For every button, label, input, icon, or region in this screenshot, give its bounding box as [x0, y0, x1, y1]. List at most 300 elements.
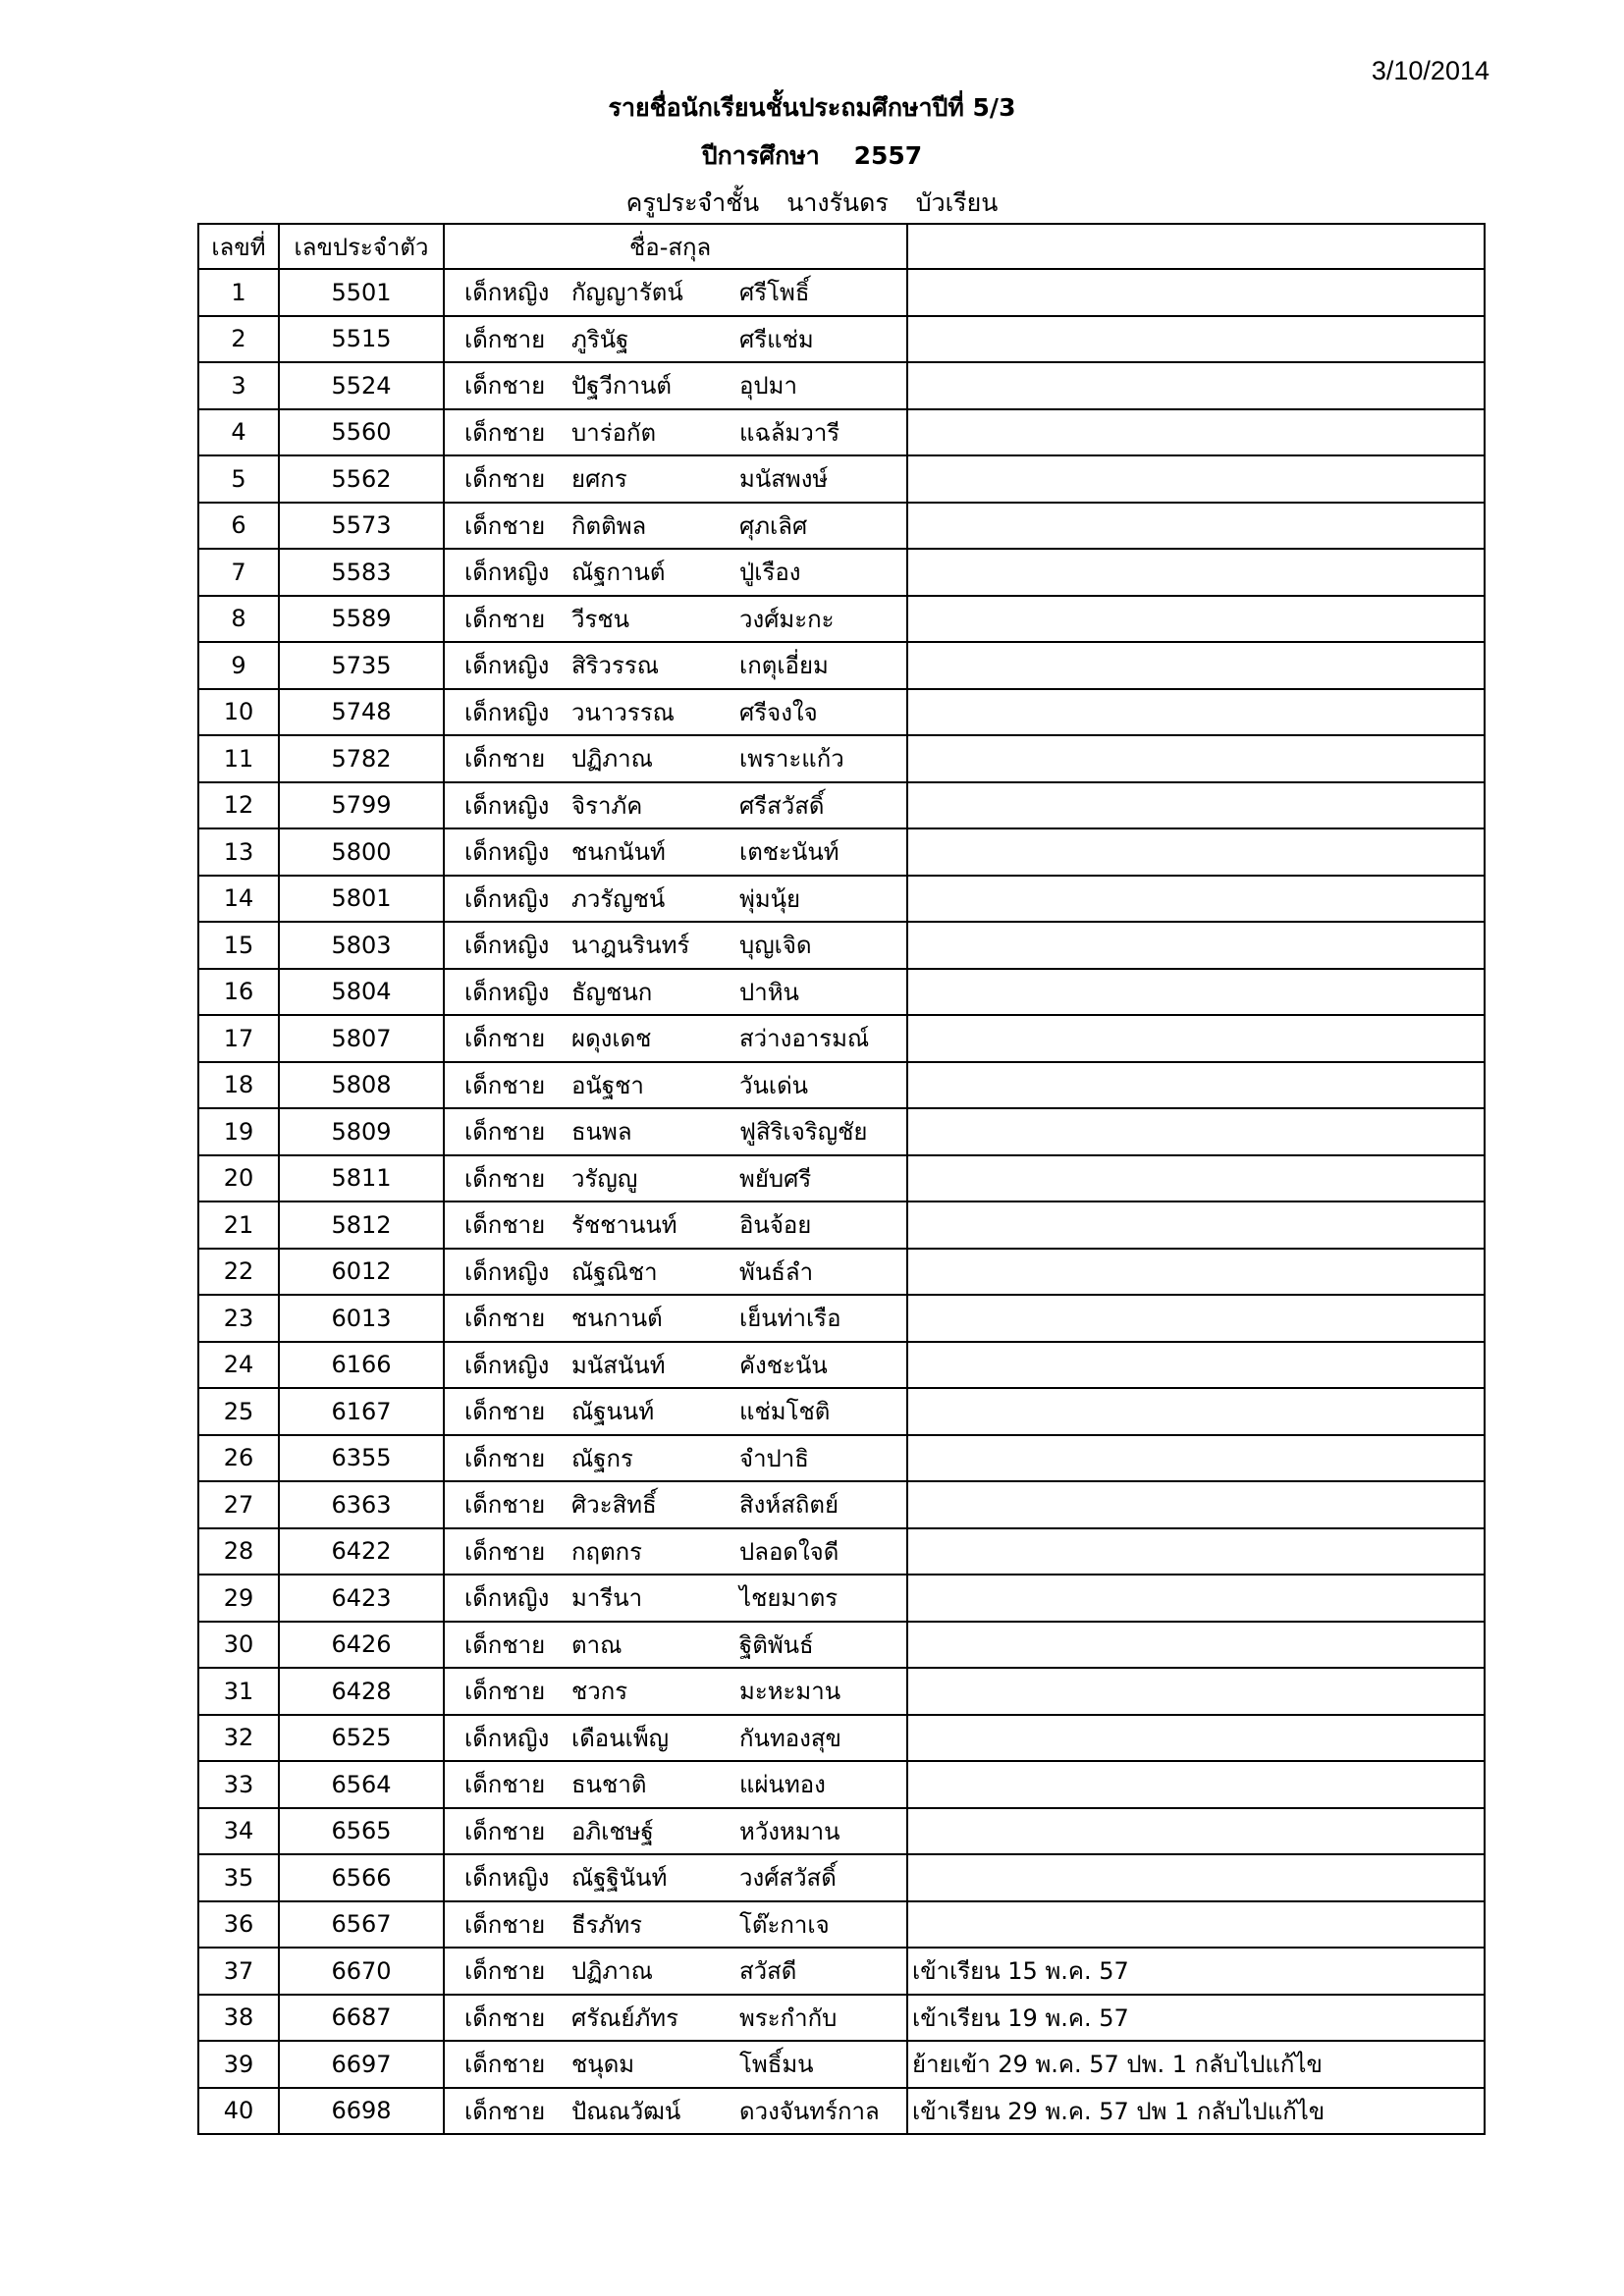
student-id: 6564	[279, 1761, 444, 1808]
student-first-name: ธีรภัทร	[571, 1910, 643, 1939]
student-name-prefix: เด็กหญิง	[464, 698, 550, 726]
student-note	[907, 1575, 1485, 1622]
row-number: 4	[198, 409, 279, 456]
student-first-name: ปฏิภาณ	[571, 1957, 653, 1986]
row-number: 7	[198, 549, 279, 596]
student-name-parts	[445, 1253, 906, 1291]
student-note	[907, 1108, 1485, 1155]
column-header-no: เลขที่	[198, 224, 279, 269]
student-id: 6670	[279, 1948, 444, 1995]
student-first-name: ชวกร	[571, 1678, 628, 1706]
teacher-name: นางรันดร	[786, 188, 889, 217]
student-name-parts	[445, 1159, 906, 1198]
student-name	[444, 1715, 907, 1762]
student-name-parts	[445, 1672, 906, 1710]
student-name-prefix: เด็กหญิง	[464, 559, 550, 587]
table-row	[198, 549, 1485, 596]
student-name-parts	[445, 1299, 906, 1337]
student-first-name: ณัฐฐินันท์	[571, 1864, 668, 1893]
student-name-prefix: เด็กชาย	[464, 1118, 546, 1147]
academic-year-label: ปีการศึกษา	[701, 141, 820, 170]
table-row	[198, 642, 1485, 689]
student-name-prefix: เด็กชาย	[464, 1817, 546, 1845]
student-id: 5812	[279, 1201, 444, 1249]
student-name	[444, 269, 907, 316]
student-note: เข้าเรียน 19 พ.ค. 57	[907, 1995, 1485, 2042]
student-name	[444, 876, 907, 923]
row-number: 21	[198, 1201, 279, 1249]
row-number: 28	[198, 1528, 279, 1575]
table-row	[198, 1249, 1485, 1296]
student-name	[444, 1948, 907, 1995]
student-first-name: ปัณณวัฒน์	[571, 2097, 681, 2125]
student-id: 6565	[279, 1808, 444, 1855]
student-name	[444, 1761, 907, 1808]
student-note	[907, 1249, 1485, 1296]
student-name-prefix: เด็กชาย	[464, 1491, 546, 1520]
student-note: เข้าเรียน 29 พ.ค. 57 ปพ 1 กลับไปแก้ไข	[907, 2088, 1485, 2135]
student-id: 5501	[279, 269, 444, 316]
student-note	[907, 1062, 1485, 1109]
student-note	[907, 596, 1485, 643]
homeroom-teacher	[0, 184, 1624, 223]
student-id: 6423	[279, 1575, 444, 1622]
student-name-prefix: เด็กชาย	[464, 1537, 546, 1566]
student-name	[444, 1388, 907, 1435]
student-first-name: ศิวะสิทธิ์	[571, 1491, 657, 1520]
student-name	[444, 1481, 907, 1528]
student-note	[907, 1854, 1485, 1901]
student-last-name: คังชะนัน	[739, 1351, 828, 1379]
table-row	[198, 969, 1485, 1016]
student-name	[444, 1575, 907, 1622]
student-note	[907, 1715, 1485, 1762]
student-last-name: แฉล้มวารี	[739, 418, 840, 447]
table-row	[198, 269, 1485, 316]
student-first-name: ชนุดม	[571, 2051, 635, 2079]
row-number: 20	[198, 1155, 279, 1202]
student-name-prefix: เด็กหญิง	[464, 279, 550, 307]
student-name-prefix: เด็กชาย	[464, 2097, 546, 2125]
student-id: 5804	[279, 969, 444, 1016]
student-id: 5748	[279, 689, 444, 736]
student-id: 5573	[279, 503, 444, 550]
student-name-prefix: เด็กชาย	[464, 372, 546, 400]
student-name-prefix: เด็กหญิง	[464, 838, 550, 867]
student-name-prefix: เด็กชาย	[464, 1211, 546, 1240]
student-name-parts	[445, 273, 906, 311]
student-last-name: แช่มโชติ	[739, 1398, 831, 1426]
table-row	[198, 455, 1485, 503]
student-last-name: ไชยมาตร	[739, 1584, 839, 1613]
student-last-name: มนัสพงษ์	[739, 465, 829, 494]
student-first-name: ธัญชนก	[571, 978, 653, 1006]
student-name	[444, 735, 907, 782]
row-number: 30	[198, 1622, 279, 1669]
page-title: รายชื่อนักเรียนชั้นประถมศึกษาปีที่ 5/3	[608, 93, 1016, 122]
student-first-name: ปัฐวีกานต์	[571, 372, 672, 400]
student-name	[444, 2041, 907, 2088]
student-id: 5808	[279, 1062, 444, 1109]
student-name-prefix: เด็กหญิง	[464, 1864, 550, 1893]
student-last-name: สวัสดี	[739, 1957, 797, 1986]
student-last-name: พระกำกับ	[739, 2003, 838, 2032]
student-note	[907, 1295, 1485, 1342]
student-id: 6167	[279, 1388, 444, 1435]
student-id: 6012	[279, 1249, 444, 1296]
student-first-name: ภวรัญชน์	[571, 884, 666, 913]
student-name-prefix: เด็กชาย	[464, 1071, 546, 1099]
student-last-name: มะหะมาน	[739, 1678, 841, 1706]
row-number: 40	[198, 2088, 279, 2135]
student-name	[444, 1201, 907, 1249]
student-id: 5800	[279, 828, 444, 876]
student-last-name: อุปมา	[739, 372, 797, 400]
student-last-name: หวังหมาน	[739, 1817, 840, 1845]
student-last-name: ฐิติพันธ์	[739, 1630, 814, 1659]
student-id: 6166	[279, 1342, 444, 1389]
student-first-name: เดือนเพ็ญ	[571, 1724, 670, 1752]
student-first-name: ณัฐกานต์	[571, 559, 666, 587]
student-last-name: ปลอดใจดี	[739, 1537, 839, 1566]
student-name-parts	[445, 739, 906, 777]
student-name-prefix: เด็กหญิง	[464, 884, 550, 913]
student-name-parts	[445, 1578, 906, 1617]
student-first-name: รัชชานนท์	[571, 1211, 677, 1240]
student-note	[907, 316, 1485, 363]
student-first-name: ณัฐกร	[571, 1444, 633, 1472]
table-row	[198, 316, 1485, 363]
student-first-name: สิริวรรณ	[571, 652, 660, 680]
row-number: 6	[198, 503, 279, 550]
student-note	[907, 642, 1485, 689]
student-name	[444, 1668, 907, 1715]
row-number: 9	[198, 642, 279, 689]
student-name-parts	[445, 2092, 906, 2130]
student-id: 6426	[279, 1622, 444, 1669]
row-number: 32	[198, 1715, 279, 1762]
table-row	[198, 1715, 1485, 1762]
student-name	[444, 1435, 907, 1482]
student-name	[444, 1155, 907, 1202]
student-first-name: อนัฐชา	[571, 1071, 644, 1099]
student-name-parts	[445, 553, 906, 591]
student-id: 5807	[279, 1015, 444, 1062]
student-id: 6687	[279, 1995, 444, 2042]
student-first-name: วีรชน	[571, 605, 630, 633]
student-name-parts	[445, 1066, 906, 1104]
student-name-prefix: เด็กชาย	[464, 465, 546, 494]
student-name-prefix: เด็กหญิง	[464, 978, 550, 1006]
student-name-parts	[445, 2045, 906, 2083]
student-name-parts	[445, 786, 906, 825]
student-last-name: ศรีสวัสดิ์	[739, 791, 825, 820]
student-last-name: ศรีแช่ม	[739, 325, 814, 353]
student-first-name: กิตติพล	[571, 511, 647, 540]
student-id: 5801	[279, 876, 444, 923]
student-last-name: บุญเจิด	[739, 932, 812, 960]
row-number: 15	[198, 922, 279, 969]
table-row	[198, 828, 1485, 876]
table-row	[198, 1481, 1485, 1528]
student-first-name: วรัญญู	[571, 1164, 638, 1193]
student-id: 5799	[279, 782, 444, 829]
student-name	[444, 1342, 907, 1389]
table-row	[198, 2088, 1485, 2135]
row-number: 35	[198, 1854, 279, 1901]
column-header-student-id: เลขประจำตัว	[279, 224, 444, 269]
student-first-name: บาร่อกัต	[571, 418, 657, 447]
table-row	[198, 1995, 1485, 2042]
table-row	[198, 1062, 1485, 1109]
table-row	[198, 876, 1485, 923]
student-first-name: ชนกานต์	[571, 1305, 663, 1333]
row-number: 12	[198, 782, 279, 829]
student-name-parts	[445, 926, 906, 964]
student-name	[444, 596, 907, 643]
student-name-parts	[445, 507, 906, 545]
student-note	[907, 735, 1485, 782]
table-row	[198, 1435, 1485, 1482]
student-id: 6013	[279, 1295, 444, 1342]
teacher-surname: บัวเรียน	[915, 188, 999, 217]
student-first-name: อภิเชษฐ์	[571, 1817, 654, 1845]
row-number: 5	[198, 455, 279, 503]
student-name-prefix: เด็กชาย	[464, 1771, 546, 1799]
table-row	[198, 1388, 1485, 1435]
student-name	[444, 1901, 907, 1949]
student-name	[444, 455, 907, 503]
column-header-note	[907, 224, 1485, 269]
student-name-parts	[445, 832, 906, 871]
student-note	[907, 1015, 1485, 1062]
student-name-parts	[445, 1532, 906, 1571]
row-number: 18	[198, 1062, 279, 1109]
student-note	[907, 549, 1485, 596]
student-note	[907, 689, 1485, 736]
student-name	[444, 689, 907, 736]
row-number: 37	[198, 1948, 279, 1995]
student-name-parts	[445, 1346, 906, 1384]
teacher-label: ครูประจำชั้น	[625, 188, 760, 217]
row-number: 22	[198, 1249, 279, 1296]
student-first-name: ยศกร	[571, 465, 627, 494]
student-last-name: พันธ์ลำ	[739, 1257, 814, 1286]
student-first-name: ปฏิภาณ	[571, 745, 653, 774]
student-last-name: แผ่นทอง	[739, 1771, 826, 1799]
row-number: 34	[198, 1808, 279, 1855]
student-last-name: วงศ์สวัสดิ์	[739, 1864, 837, 1893]
row-number: 1	[198, 269, 279, 316]
student-name-prefix: เด็กชาย	[464, 1444, 546, 1472]
student-last-name: ศุภเลิศ	[739, 511, 808, 540]
row-number: 16	[198, 969, 279, 1016]
student-name	[444, 1622, 907, 1669]
student-last-name: เตชะนันท์	[739, 838, 839, 867]
student-last-name: โพธิ์มน	[739, 2051, 814, 2079]
student-last-name: สิงห์สถิตย์	[739, 1491, 839, 1520]
student-name-parts	[445, 600, 906, 638]
student-last-name: โต๊ะกาเจ	[739, 1910, 830, 1939]
table-row	[198, 1155, 1485, 1202]
student-id: 5583	[279, 549, 444, 596]
table-row	[198, 503, 1485, 550]
student-name	[444, 362, 907, 409]
student-name-prefix: เด็กชาย	[464, 605, 546, 633]
student-name-parts	[445, 1951, 906, 1990]
student-first-name: กัญญารัตน์	[571, 279, 683, 307]
student-id: 6525	[279, 1715, 444, 1762]
student-name	[444, 1295, 907, 1342]
table-row	[198, 1668, 1485, 1715]
student-note	[907, 1201, 1485, 1249]
student-name-parts	[445, 1439, 906, 1477]
student-name	[444, 1062, 907, 1109]
student-last-name: เพราะแก้ว	[739, 745, 844, 774]
student-name-parts	[445, 693, 906, 731]
student-last-name: ศรีจงใจ	[739, 698, 818, 726]
student-name-prefix: เด็กชาย	[464, 325, 546, 353]
student-name-prefix: เด็กชาย	[464, 418, 546, 447]
student-first-name: กฤตกร	[571, 1537, 643, 1566]
student-name	[444, 922, 907, 969]
student-id: 6566	[279, 1854, 444, 1901]
student-note	[907, 1622, 1485, 1669]
row-number: 29	[198, 1575, 279, 1622]
row-number: 24	[198, 1342, 279, 1389]
roster-body	[198, 269, 1485, 2134]
student-name-prefix: เด็กชาย	[464, 1957, 546, 1986]
student-name-parts	[445, 1205, 906, 1244]
student-note	[907, 1342, 1485, 1389]
table-row	[198, 1528, 1485, 1575]
row-number: 3	[198, 362, 279, 409]
student-note	[907, 1761, 1485, 1808]
student-last-name: ดวงจันทร์กาล	[739, 2097, 880, 2125]
student-first-name: ณัฐณิชา	[571, 1257, 658, 1286]
student-last-name: อินจ้อย	[739, 1211, 812, 1240]
student-note	[907, 1435, 1485, 1482]
student-note: เข้าเรียน 15 พ.ค. 57	[907, 1948, 1485, 1995]
print-date: 3/10/2014	[1371, 56, 1489, 85]
student-note	[907, 409, 1485, 456]
row-number: 10	[198, 689, 279, 736]
student-name-prefix: เด็กหญิง	[464, 791, 550, 820]
student-id: 5782	[279, 735, 444, 782]
student-last-name: พยับศรี	[739, 1164, 812, 1193]
student-last-name: วงศ์มะกะ	[739, 605, 835, 633]
table-row	[198, 362, 1485, 409]
student-first-name: มารีนา	[571, 1584, 643, 1613]
student-id: 5735	[279, 642, 444, 689]
student-name-prefix: เด็กหญิง	[464, 1584, 550, 1613]
student-name-prefix: เด็กชาย	[464, 1025, 546, 1053]
table-row	[198, 1622, 1485, 1669]
student-id: 5524	[279, 362, 444, 409]
student-id: 6363	[279, 1481, 444, 1528]
student-id: 5811	[279, 1155, 444, 1202]
row-number: 31	[198, 1668, 279, 1715]
student-id: 5809	[279, 1108, 444, 1155]
student-first-name: ตาณ	[571, 1630, 623, 1659]
student-note	[907, 969, 1485, 1016]
student-name-prefix: เด็กชาย	[464, 1678, 546, 1706]
student-note	[907, 1388, 1485, 1435]
row-number: 27	[198, 1481, 279, 1528]
row-number: 17	[198, 1015, 279, 1062]
student-last-name: พุ่มนุ้ย	[739, 884, 801, 913]
student-note	[907, 828, 1485, 876]
student-note	[907, 782, 1485, 829]
student-name	[444, 642, 907, 689]
student-note	[907, 455, 1485, 503]
student-name	[444, 1108, 907, 1155]
student-name-parts	[445, 880, 906, 918]
student-last-name: ปาหิน	[739, 978, 799, 1006]
student-name-parts	[445, 459, 906, 498]
student-name-prefix: เด็กชาย	[464, 1910, 546, 1939]
student-name-prefix: เด็กหญิง	[464, 652, 550, 680]
student-last-name: เย็นท่าเรือ	[739, 1305, 841, 1333]
student-name-parts	[445, 1626, 906, 1664]
student-last-name: สว่างอารมณ์	[739, 1025, 870, 1053]
student-id: 6428	[279, 1668, 444, 1715]
table-row	[198, 1015, 1485, 1062]
row-number: 36	[198, 1901, 279, 1949]
student-note	[907, 876, 1485, 923]
student-first-name: ธนพล	[571, 1118, 632, 1147]
table-row	[198, 782, 1485, 829]
student-name-prefix: เด็กชาย	[464, 1305, 546, 1333]
student-roster-table	[197, 223, 1486, 2135]
student-name-parts	[445, 320, 906, 358]
table-row	[198, 689, 1485, 736]
row-number: 39	[198, 2041, 279, 2088]
row-number: 13	[198, 828, 279, 876]
student-name	[444, 828, 907, 876]
table-row	[198, 1575, 1485, 1622]
student-name	[444, 409, 907, 456]
student-name-parts	[445, 973, 906, 1011]
table-row	[198, 409, 1485, 456]
table-header-row	[198, 224, 1485, 269]
row-number: 38	[198, 1995, 279, 2042]
student-id: 5803	[279, 922, 444, 969]
student-name-prefix: เด็กชาย	[464, 1630, 546, 1659]
student-id: 6698	[279, 2088, 444, 2135]
column-header-name-label: ชื่อ-สกุล	[629, 233, 712, 261]
table-row	[198, 735, 1485, 782]
student-name-parts	[445, 1719, 906, 1757]
student-note	[907, 922, 1485, 969]
student-name	[444, 1995, 907, 2042]
student-first-name: ผดุงเดช	[571, 1025, 652, 1053]
row-number: 23	[198, 1295, 279, 1342]
student-name-prefix: เด็กชาย	[464, 2051, 546, 2079]
student-name-parts	[445, 1905, 906, 1944]
student-name-prefix: เด็กหญิง	[464, 1351, 550, 1379]
student-name	[444, 503, 907, 550]
student-note: ย้ายเข้า 29 พ.ค. 57 ปพ. 1 กลับไปแก้ไข	[907, 2041, 1485, 2088]
student-name	[444, 316, 907, 363]
student-id: 6355	[279, 1435, 444, 1482]
table-row	[198, 1808, 1485, 1855]
student-name-prefix: เด็กชาย	[464, 2003, 546, 2032]
student-name-prefix: เด็กชาย	[464, 1398, 546, 1426]
academic-year-value: 2557	[853, 141, 923, 170]
student-note	[907, 503, 1485, 550]
student-note	[907, 1155, 1485, 1202]
